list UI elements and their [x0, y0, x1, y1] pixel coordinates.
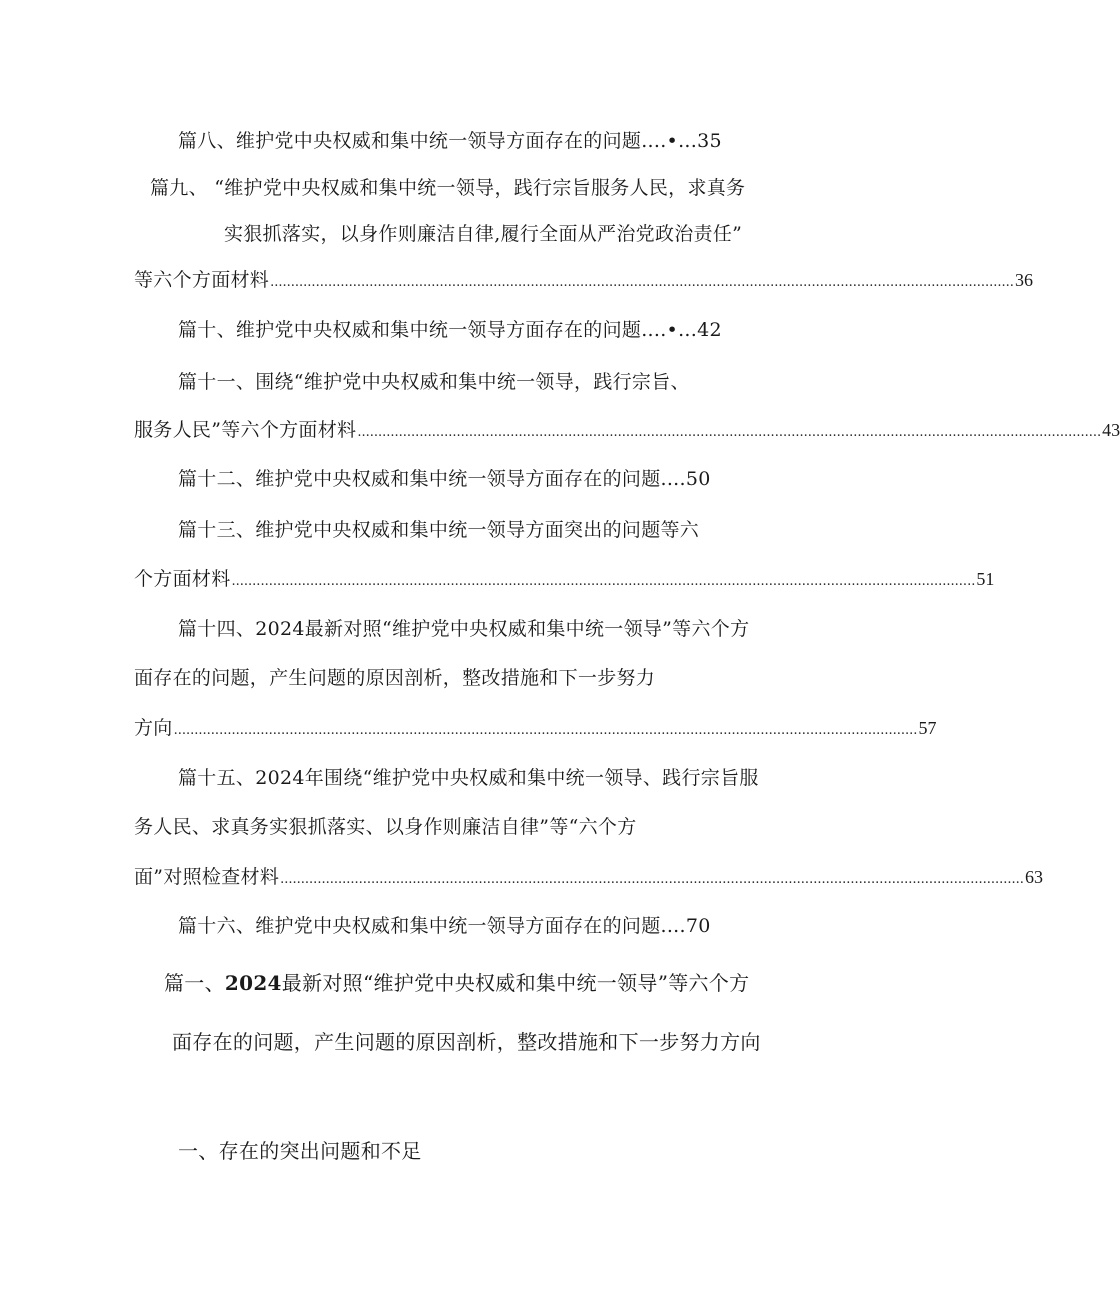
toc-leader-dots: ....................................................................................................................................................................................: [231, 574, 976, 589]
toc-entry-16[interactable]: 篇十六、维护党中央权威和集中统一领导方面存在的问题....70: [178, 915, 711, 937]
article-title-line1: [164, 970, 749, 996]
toc-entry-12[interactable]: 篇十二、维护党中央权威和集中统一领导方面存在的问题....50: [178, 468, 711, 490]
toc-entry-15-line2[interactable]: 务人民、求真务实狠抓落实、以身作则廉洁自律”等“六个方: [134, 816, 637, 838]
toc-entry-10[interactable]: 篇十、维护党中央权威和集中统一领导方面存在的问题....•...42: [178, 319, 722, 341]
article-title-year: 2024: [224, 971, 282, 995]
toc-page-number: 36: [1014, 270, 1033, 290]
toc-entry-9-label: 等六个方面材料: [134, 269, 270, 291]
toc-entry-8[interactable]: 篇八、维护党中央权威和集中统一领导方面存在的问题....•...35: [178, 130, 722, 152]
toc-entry-11-line2[interactable]: [134, 418, 1120, 445]
toc-page-number: 57: [918, 718, 937, 738]
toc-entry-9-line2[interactable]: 实狠抓落实，以身作则廉洁自律,履行全面从严治党政治责任”: [224, 223, 743, 245]
toc-leader-dots: ....................................................................................................................................................................................: [357, 425, 1102, 440]
toc-entry-15-label: 面”对照检查材料: [134, 866, 280, 888]
article-title-line2: 面存在的问题，产生问题的原因剖析，整改措施和下一步努力方向: [172, 1030, 761, 1054]
toc-leader-dots: ....................................................................................................................................................................................: [173, 723, 918, 738]
toc-entry-15-line3[interactable]: [134, 865, 1043, 892]
toc-entry-9-line1[interactable]: 篇九、 “维护党中央权威和集中统一领导，践行宗旨服务人民，求真务: [150, 177, 746, 199]
toc-entry-15-line1[interactable]: 篇十五、2024年围绕“维护党中央权威和集中统一领导、践行宗旨服: [178, 767, 759, 789]
section-heading-1: 一、存在的突出问题和不足: [178, 1139, 422, 1163]
toc-entry-14-line3[interactable]: [134, 716, 937, 743]
toc-entry-13-line2[interactable]: [134, 567, 995, 594]
toc-entry-11-line1[interactable]: 篇十一、围绕“维护党中央权威和集中统一领导，践行宗旨、: [178, 371, 690, 393]
toc-entry-11-label: 服务人民”等六个方面材料: [134, 419, 357, 441]
toc-leader-dots: ....................................................................................................................................................................................: [270, 275, 1014, 290]
toc-entry-14-line1[interactable]: 篇十四、2024最新对照“维护党中央权威和集中统一领导”等六个方: [178, 618, 750, 640]
toc-entry-13-label: 个方面材料: [134, 568, 231, 590]
toc-entry-14-line2[interactable]: 面存在的问题，产生问题的原因剖析，整改措施和下一步努力: [134, 667, 656, 689]
toc-entry-9-line3[interactable]: [134, 268, 1033, 295]
toc-page-number: 43: [1102, 420, 1120, 440]
article-title-rest: 最新对照“维护党中央权威和集中统一领导”等六个方: [281, 971, 750, 995]
toc-entry-13-line1[interactable]: 篇十三、维护党中央权威和集中统一领导方面突出的问题等六: [178, 519, 700, 541]
toc-leader-dots: ....................................................................................................................................................................................: [280, 872, 1024, 887]
toc-entry-14-label: 方向: [134, 717, 173, 739]
toc-page-number: 51: [976, 569, 995, 589]
toc-page-number: 63: [1024, 867, 1043, 887]
article-title-prefix: 篇一、: [164, 971, 225, 995]
